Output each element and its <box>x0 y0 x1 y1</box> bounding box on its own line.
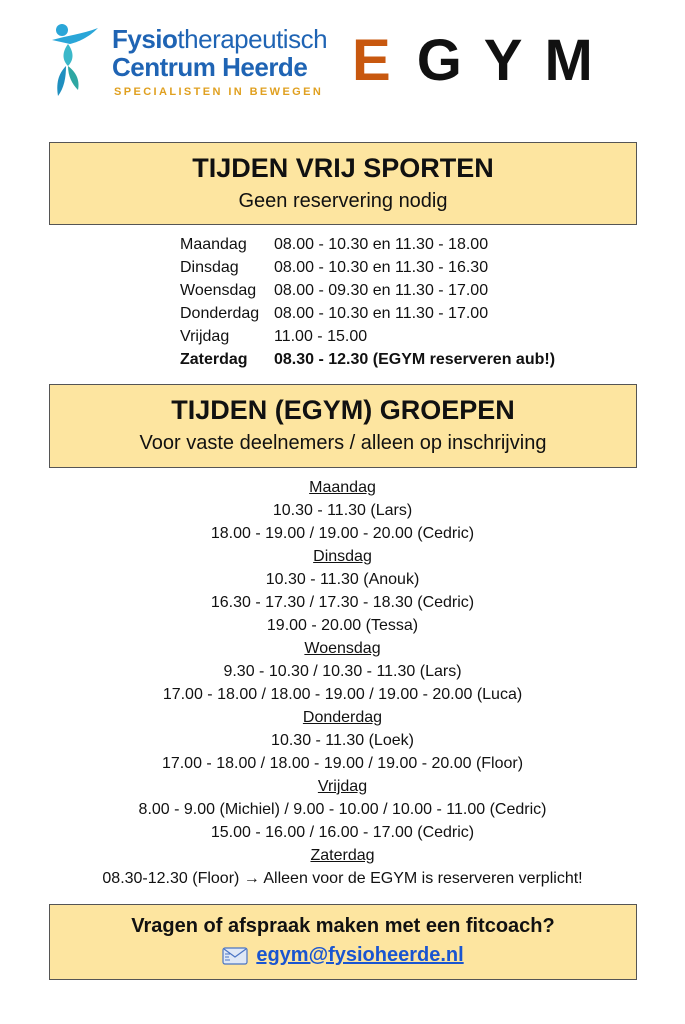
group-slot: 17.00 - 18.00 / 18.00 - 19.00 / 19.00 - 20.00 (Luca) <box>162 686 523 703</box>
groepen-schedule <box>0 476 685 890</box>
group-slot: 10.30 - 11.30 (Anouk) <box>265 571 420 588</box>
fysio-logo <box>48 20 348 105</box>
table-row <box>180 302 555 325</box>
vrij-sporten-subtitle: Geen reservering nodig <box>238 190 448 212</box>
fysio-logo-tagline: SPECIALISTEN IN BEWEGEN <box>114 86 324 98</box>
group-day-heading: Donderdag <box>302 709 383 726</box>
group-day-heading: Vrijdag <box>317 778 368 795</box>
time-range: 08.00 - 10.30 en 11.30 - 17.00 <box>274 304 489 322</box>
egym-logo-gym: GYM <box>416 27 615 93</box>
group-slot: 15.00 - 16.00 / 16.00 - 17.00 (Cedric) <box>210 824 475 841</box>
time-range: 08.00 - 09.30 en 11.30 - 17.00 <box>274 281 489 299</box>
time-range: 08.30 - 12.30 (EGYM reserveren aub!) <box>274 350 556 368</box>
contact-box <box>49 904 637 980</box>
group-slot: 16.30 - 17.30 / 17.30 - 18.30 (Cedric) <box>210 594 475 611</box>
group-slot: 8.00 - 9.00 (Michiel) / 9.00 - 10.00 / 10.00 - 11.00 (Cedric) <box>138 801 547 818</box>
group-day-heading: Dinsdag <box>313 548 372 565</box>
day-label: Donderdag <box>180 304 260 322</box>
time-range: 08.00 - 10.30 en 11.30 - 16.30 <box>274 258 489 276</box>
group-slot: 19.00 - 20.00 (Tessa) <box>266 617 419 634</box>
day-label: Woensdag <box>180 281 257 299</box>
egym-logo <box>352 27 615 93</box>
email-link[interactable]: egym@fysioheerde.nl <box>256 944 464 966</box>
contact-question: Vragen of afspraak maken met een fitcoach? <box>131 915 555 937</box>
fysio-logo-line1: Fysiotherapeutisch <box>112 24 328 54</box>
contact-email-row <box>50 944 636 967</box>
group-day-heading: Maandag <box>309 479 376 496</box>
day-label: Dinsdag <box>180 258 239 276</box>
vrij-sporten-box <box>49 142 637 225</box>
day-label: Zaterdag <box>180 350 248 368</box>
group-slot: 18.00 - 19.00 / 19.00 - 20.00 (Cedric) <box>210 525 475 542</box>
groepen-title: TIJDEN (EGYM) GROEPEN <box>171 395 515 425</box>
time-range: 11.00 - 15.00 <box>274 327 368 345</box>
day-label: Maandag <box>180 235 247 253</box>
group-slot: 08.30-12.30 (Floor) → Alleen voor de EGYM is reserveren verplicht! <box>102 870 583 887</box>
table-row <box>180 233 555 256</box>
groepen-box <box>49 384 637 468</box>
group-slot: 10.30 - 11.30 (Lars) <box>272 502 413 519</box>
vrij-sporten-table <box>180 233 555 371</box>
vrij-sporten-title: TIJDEN VRIJ SPORTEN <box>192 153 494 183</box>
fysio-logo-line2: Centrum Heerde <box>112 52 308 82</box>
header <box>0 0 685 120</box>
table-row <box>180 256 555 279</box>
figure-icon <box>48 22 100 102</box>
group-day-heading: Zaterdag <box>310 847 375 864</box>
time-range: 08.00 - 10.30 en 11.30 - 18.00 <box>274 235 489 253</box>
groepen-subtitle: Voor vaste deelnemers / alleen op inschrijving <box>139 432 547 454</box>
group-slot: 9.30 - 10.30 / 10.30 - 11.30 (Lars) <box>223 663 462 680</box>
group-slot: 17.00 - 18.00 / 18.00 - 19.00 / 19.00 - 20.00 (Floor) <box>161 755 524 772</box>
group-slot: 10.30 - 11.30 (Loek) <box>271 732 414 749</box>
table-row <box>180 325 555 348</box>
email-icon <box>222 947 248 965</box>
group-day-heading: Woensdag <box>304 640 381 657</box>
table-row <box>180 279 555 302</box>
table-row <box>180 348 555 371</box>
egym-logo-e: E <box>352 27 391 93</box>
day-label: Vrijdag <box>180 327 230 345</box>
